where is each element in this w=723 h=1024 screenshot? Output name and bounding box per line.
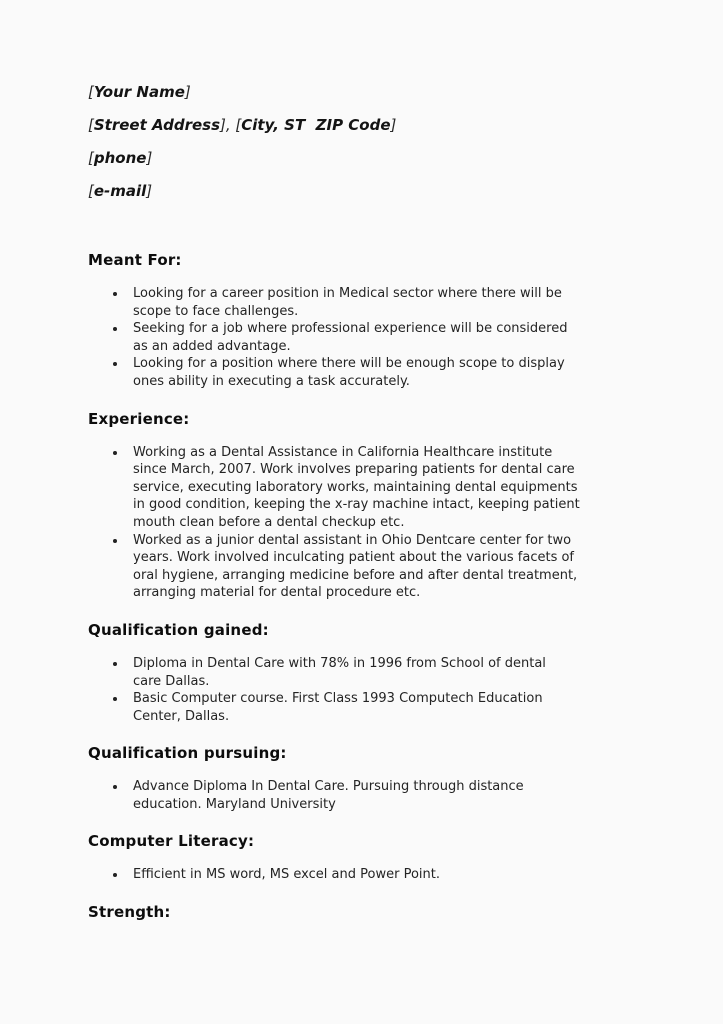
resume-sections xyxy=(88,250,648,922)
contact-line xyxy=(88,148,648,168)
bullet-line: scope to face challenges. xyxy=(133,303,299,319)
bullet-dot-icon xyxy=(113,662,117,666)
bullet-dot-icon xyxy=(113,873,117,877)
contact-line xyxy=(88,115,648,135)
contact-text: Your Name xyxy=(93,83,185,101)
bullet-line: arranging material for dental procedure etc. xyxy=(133,585,421,601)
bullet-item xyxy=(133,690,648,725)
section-heading: Computer Literacy: xyxy=(88,832,255,851)
bullet-list xyxy=(88,285,648,391)
contact-bracket: [ xyxy=(88,149,94,167)
bullet-item xyxy=(133,355,648,390)
section-heading: Strength: xyxy=(88,903,171,922)
bullet-item xyxy=(133,655,648,690)
contact-bracket: [ xyxy=(88,116,94,134)
bullet-line: Basic Computer course. First Class 1993 Computech Education xyxy=(133,691,543,707)
document-content xyxy=(88,0,648,922)
bullet-dot-icon xyxy=(113,362,117,366)
bullet-line: Diploma in Dental Care with 78% in 1996 from School of dental xyxy=(133,655,546,671)
contact-text: e-mail xyxy=(93,182,147,200)
bullet-dot-icon xyxy=(113,451,117,455)
bullet-item xyxy=(133,444,648,532)
contact-bracket: ], [ xyxy=(220,116,242,134)
resume-section xyxy=(88,250,648,391)
contact-bracket: ] xyxy=(146,182,153,200)
bullet-line: mouth clean before a dental checkup etc. xyxy=(133,514,405,530)
section-heading: Qualification pursuing: xyxy=(88,744,287,763)
bullet-line: education. Maryland University xyxy=(133,796,336,812)
bullet-line: Seeking for a job where professional experience will be considered xyxy=(133,321,568,337)
bullet-dot-icon xyxy=(113,785,117,789)
bullet-list xyxy=(88,778,648,813)
bullet-line: service, executing laboratory works, maintaining dental equipments xyxy=(133,479,578,495)
bullet-line: Advance Diploma In Dental Care. Pursuing through distance xyxy=(133,779,524,795)
contact-bracket: [ xyxy=(88,182,94,200)
bullet-line: care Dallas. xyxy=(133,673,210,689)
bullet-line: ones ability in executing a task accurately. xyxy=(133,373,410,389)
contact-bracket: ] xyxy=(390,116,397,134)
bullet-line: since March, 2007. Work involves preparing patients for dental care xyxy=(133,462,575,478)
resume-section xyxy=(88,743,648,813)
contact-bracket: ] xyxy=(184,83,191,101)
bullet-item xyxy=(133,320,648,355)
bullet-list xyxy=(88,655,648,725)
bullet-line: oral hygiene, arranging medicine before and after dental treatment, xyxy=(133,567,578,583)
section-heading: Qualification gained: xyxy=(88,620,269,639)
contact-bracket: [ xyxy=(88,83,94,101)
contact-header xyxy=(88,0,648,201)
bullet-list xyxy=(88,866,648,884)
bullet-dot-icon xyxy=(113,292,117,296)
resume-section xyxy=(88,409,648,602)
bullet-item xyxy=(133,532,648,602)
bullet-line: years. Work involved inculcating patient about the various facets of xyxy=(133,550,575,566)
bullet-line: in good condition, keeping the x-ray machine intact, keeping patient xyxy=(133,497,580,513)
contact-text: phone xyxy=(93,149,147,167)
bullet-list xyxy=(88,444,648,602)
bullet-line: as an added advantage. xyxy=(133,338,291,354)
section-heading: Experience: xyxy=(88,409,190,428)
bullet-line: Working as a Dental Assistance in California Healthcare institute xyxy=(133,444,553,460)
bullet-line: Efficient in MS word, MS excel and Power Point. xyxy=(133,867,440,883)
contact-line xyxy=(88,82,648,102)
resume-section xyxy=(88,831,648,884)
bullet-dot-icon xyxy=(113,539,117,543)
resume-section xyxy=(88,620,648,725)
bullet-item xyxy=(133,285,648,320)
section-heading: Meant For: xyxy=(88,251,182,269)
bullet-line: Center, Dallas. xyxy=(133,708,230,724)
contact-bracket: ] xyxy=(146,149,153,167)
bullet-line: Worked as a junior dental assistant in Ohio Dentcare center for two xyxy=(133,532,572,548)
contact-text: Street Address xyxy=(93,116,221,134)
contact-line xyxy=(88,181,648,201)
contact-text: City, ST ZIP Code xyxy=(241,116,391,134)
bullet-dot-icon xyxy=(113,697,117,701)
bullet-item xyxy=(133,866,648,884)
resume-section xyxy=(88,902,648,922)
bullet-line: Looking for a position where there will be enough scope to display xyxy=(133,356,565,372)
bullet-item xyxy=(133,778,648,813)
bullet-dot-icon xyxy=(113,327,117,331)
bullet-line: Looking for a career position in Medical sector where there will be xyxy=(133,286,562,301)
